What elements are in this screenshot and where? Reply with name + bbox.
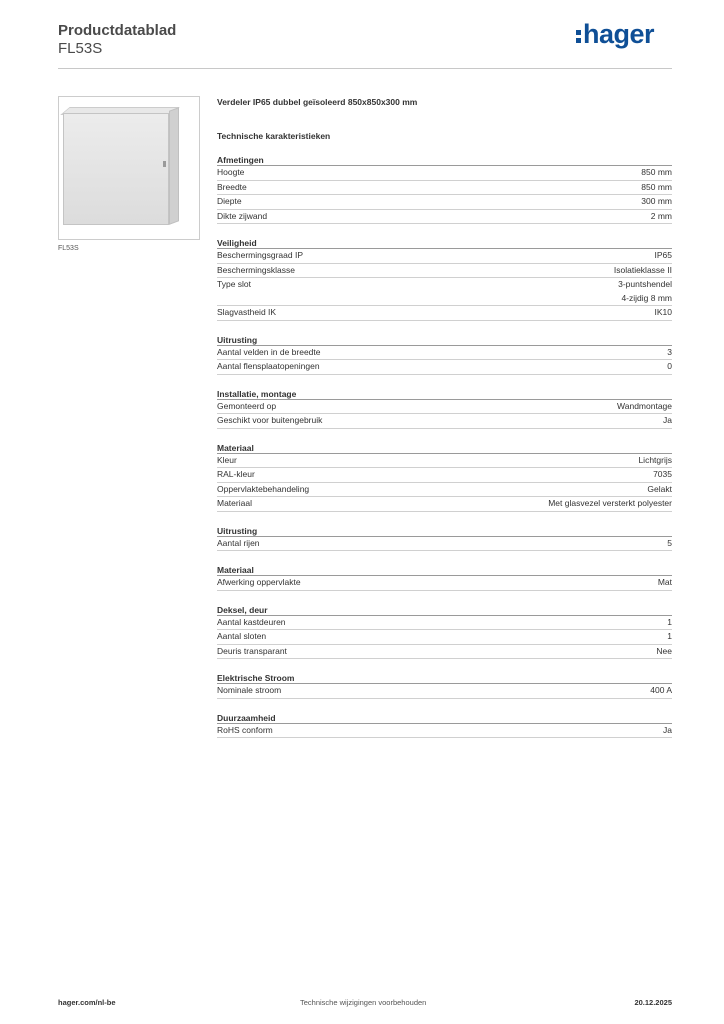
spec-label: Slagvastheid IK bbox=[217, 307, 277, 317]
page-header bbox=[58, 19, 672, 70]
spec-row bbox=[217, 468, 672, 483]
spec-label: Kleur bbox=[217, 454, 237, 465]
spec-label: Diepte bbox=[217, 196, 242, 206]
spec-value: 7035 bbox=[653, 469, 672, 479]
spec-value: 2 mm bbox=[650, 210, 672, 221]
spec-value: Gelakt bbox=[647, 483, 672, 494]
spec-row bbox=[217, 576, 672, 591]
spec-row bbox=[217, 278, 672, 306]
spec-content bbox=[217, 96, 672, 738]
spec-row bbox=[217, 684, 672, 699]
spec-value: 3 bbox=[667, 346, 672, 357]
spec-row bbox=[217, 346, 672, 361]
spec-value: Met glasvezel versterkt polyester bbox=[548, 498, 672, 508]
spec-label: Aantal velden in de breedte bbox=[217, 346, 321, 357]
spec-row bbox=[217, 210, 672, 225]
spec-row bbox=[217, 414, 672, 429]
footer-website[interactable]: hager.com/nl-be bbox=[58, 998, 116, 1007]
spec-value: 300 mm bbox=[641, 196, 672, 206]
spec-value: 0 bbox=[667, 361, 672, 371]
spec-row bbox=[217, 537, 672, 552]
spec-value: 5 bbox=[667, 537, 672, 548]
spec-row bbox=[217, 630, 672, 645]
spec-section bbox=[217, 334, 672, 375]
spec-label: Hoogte bbox=[217, 167, 245, 177]
spec-section bbox=[217, 442, 672, 512]
logo-text: hager bbox=[582, 19, 654, 49]
spec-row bbox=[217, 454, 672, 469]
product-code: FL53S bbox=[58, 40, 103, 57]
spec-sections bbox=[217, 154, 672, 738]
cabinet-front bbox=[63, 113, 169, 225]
spec-label: Dikte zijwand bbox=[217, 210, 268, 221]
section-title: Uitrusting bbox=[217, 334, 672, 346]
spec-value: IP65 bbox=[654, 250, 672, 260]
spec-section bbox=[217, 712, 672, 739]
spec-row bbox=[217, 483, 672, 498]
spec-section bbox=[217, 604, 672, 660]
product-image bbox=[58, 96, 200, 240]
spec-label: Nominale stroom bbox=[217, 685, 282, 695]
product-description: Verdeler IP65 dubbel geïsoleerd 850x850x300 mm bbox=[217, 97, 418, 107]
spec-value: 850 mm bbox=[641, 167, 672, 177]
spec-label: Beschermingsklasse bbox=[217, 264, 295, 275]
tech-heading: Technische karakteristieken bbox=[217, 131, 331, 141]
spec-value: IK10 bbox=[654, 307, 672, 317]
section-title: Installatie, montage bbox=[217, 388, 672, 400]
spec-label: Beschermingsgraad IP bbox=[217, 250, 303, 260]
spec-row bbox=[217, 181, 672, 196]
spec-label: Aantal sloten bbox=[217, 631, 267, 641]
section-title: Materiaal bbox=[217, 564, 672, 576]
spec-label: Type slot bbox=[217, 279, 252, 289]
spec-section bbox=[217, 154, 672, 224]
hager-logo bbox=[576, 19, 654, 49]
spec-label: RAL-kleur bbox=[217, 469, 255, 479]
spec-label: Geschikt voor buitengebruik bbox=[217, 415, 323, 425]
section-title: Duurzaamheid bbox=[217, 712, 672, 724]
spec-value: 850 mm bbox=[641, 181, 672, 192]
cabinet-side bbox=[169, 107, 179, 225]
spec-label: Aantal flensplaatopeningen bbox=[217, 361, 320, 371]
spec-row bbox=[217, 166, 672, 181]
spec-row bbox=[217, 645, 672, 660]
spec-value: Lichtgrijs bbox=[638, 454, 672, 465]
spec-row bbox=[217, 195, 672, 210]
spec-value: 3-puntshendel 4-zijdig 8 mm bbox=[618, 279, 672, 303]
spec-label: Materiaal bbox=[217, 498, 252, 508]
spec-label: RoHS conform bbox=[217, 724, 273, 735]
spec-value: Isolatieklasse II bbox=[613, 264, 672, 275]
spec-row bbox=[217, 306, 672, 321]
image-caption: FL53S bbox=[58, 245, 79, 252]
cabinet-handle-icon bbox=[163, 161, 166, 167]
spec-value: 400 A bbox=[650, 685, 672, 695]
section-title: Deksel, deur bbox=[217, 604, 672, 616]
spec-row bbox=[217, 497, 672, 512]
section-title: Elektrische Stroom bbox=[217, 672, 672, 684]
spec-value: Ja bbox=[663, 415, 672, 425]
spec-value: Ja bbox=[663, 724, 672, 735]
document-title: Productdatablad bbox=[58, 22, 177, 39]
section-title: Materiaal bbox=[217, 442, 672, 454]
spec-label: Breedte bbox=[217, 181, 247, 192]
footer-notice: Technische wijzigingen voorbehouden bbox=[300, 998, 427, 1007]
spec-row bbox=[217, 400, 672, 415]
spec-section bbox=[217, 672, 672, 699]
page-footer bbox=[58, 998, 672, 1012]
spec-label: Deuris transparant bbox=[217, 645, 287, 656]
spec-label: Gemonteerd op bbox=[217, 400, 277, 411]
spec-value: 1 bbox=[667, 631, 672, 641]
section-title: Veiligheid bbox=[217, 237, 672, 249]
spec-section bbox=[217, 237, 672, 321]
section-title: Afmetingen bbox=[217, 154, 672, 166]
spec-value: Nee bbox=[656, 645, 672, 656]
spec-label: Aantal kastdeuren bbox=[217, 616, 286, 627]
spec-value: Wandmontage bbox=[617, 400, 672, 411]
logo-dots-icon bbox=[576, 30, 581, 43]
cabinet-illustration bbox=[63, 105, 177, 225]
spec-row bbox=[217, 724, 672, 739]
spec-value: Mat bbox=[657, 577, 672, 587]
spec-label: Aantal rijen bbox=[217, 537, 260, 548]
spec-label: Afwerking oppervlakte bbox=[217, 577, 301, 587]
section-title: Uitrusting bbox=[217, 525, 672, 537]
spec-row bbox=[217, 249, 672, 264]
spec-section bbox=[217, 388, 672, 429]
spec-value: 1 bbox=[667, 616, 672, 627]
spec-section bbox=[217, 564, 672, 591]
header-divider bbox=[58, 68, 672, 69]
spec-row bbox=[217, 616, 672, 631]
footer-date: 20.12.2025 bbox=[634, 998, 672, 1007]
spec-row bbox=[217, 264, 672, 279]
spec-section bbox=[217, 525, 672, 552]
spec-row bbox=[217, 360, 672, 375]
spec-label: Oppervlaktebehandeling bbox=[217, 483, 310, 494]
